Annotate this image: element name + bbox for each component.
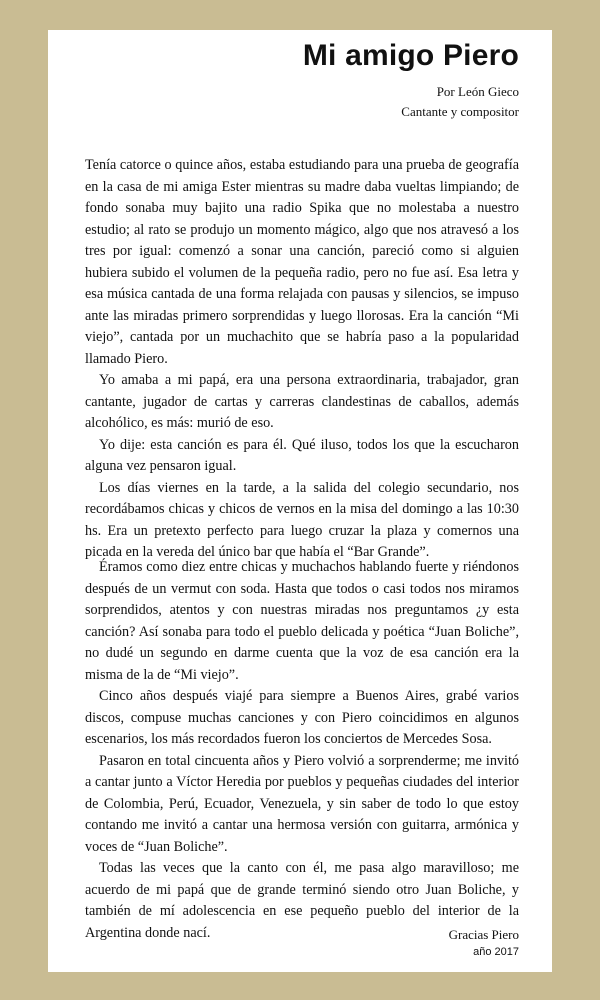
paragraph: Cinco años después viajé para siempre a Buenos Aires, grabé varios discos, compuse muchas canciones y con Piero coincidimos en algunos escenarios, los más recordados fueron los conciertos de Mercedes Sosa. <box>85 688 519 747</box>
article-body-part-2 <box>85 557 519 944</box>
signature-year: año 2017 <box>473 946 519 958</box>
signature <box>449 926 519 960</box>
paragraph: Todas las veces que la canto con él, me pasa algo maravilloso; me acuerdo de mi papá que de grande terminó siendo otro Juan Boliche, y también de mí adolescencia en ese pequeño pueblo del interior de la Argentina donde nací. <box>85 860 519 941</box>
paragraph: Tenía catorce o quince años, estaba estudiando para una prueba de geografía en la casa de mi amiga Ester mientras su madre daba vueltas limpiando; de fondo sonaba muy bajito una radio Spika que no molestaba a nuestro estudio; al rato se produjo un momento mágico, algo que nos atravesó a los tres por igual: comenzó a sonar una canción, pareció como si alguien hubiera subido el volumen de la pequeña radio, pero no fue así. Esa letra y esa música cantada de una forma relajada con pausas y silencios, se impuso ante las miradas primero sorprendidas y luego llorosas. Era la canción “Mi viejo”, cantada por un muchachito que se habría paso a la popularidad llamado Piero. <box>85 157 519 367</box>
author-role: Cantante y compositor <box>401 104 519 119</box>
signature-text: Gracias Piero <box>448 927 519 942</box>
author-line: Por León Gieco <box>436 84 519 99</box>
article-body-part-1 <box>85 155 519 564</box>
paragraph: Éramos como diez entre chicas y muchachos hablando fuerte y riéndonos después de un vermut con soda. Hasta que todos o casi todos nos miramos sorprendidos, atentos y con nuestras miradas nos preguntamos ¿y esta canción? Así sonaba para todo el pueblo delicada y poética “Juan Boliche”, no dudé un segundo en darme cuenta que la voz de esa canción era la misma de la de “Mi viejo”. <box>85 559 519 683</box>
paragraph: Yo amaba a mi papá, era una persona extraordinaria, trabajador, gran cantante, jugador de cartas y carreras clandestinas de caballos, además alcohólico, es más: murió de eso. <box>85 372 519 431</box>
paragraph: Pasaron en total cincuenta años y Piero volvió a sorprenderme; me invitó a cantar junto a Víctor Heredia por pueblos y pequeñas ciudades del interior de Colombia, Perú, Ecuador, Venezuela, y sin saber de todo lo que estoy contando me invitó a cantar una hermosa versión con guitarra, armónica y voces de “Juan Boliche”. <box>85 752 519 855</box>
byline <box>401 82 519 122</box>
article-page <box>48 30 552 972</box>
article-title: Mi amigo Piero <box>302 39 519 72</box>
paragraph: Los días viernes en la tarde, a la salida del colegio secundario, nos recordábamos chicas y chicos de vernos en la misa del domingo a las 10:30 hs. Era un pretexto perfecto para luego cruzar la plaza y comernos una picada en la vereda del único bar que había el “Bar Grande”. <box>85 479 519 560</box>
paragraph: Yo dije: esta canción es para él. Qué iluso, todos los que la escucharon alguna vez pensaron igual. <box>85 436 519 474</box>
